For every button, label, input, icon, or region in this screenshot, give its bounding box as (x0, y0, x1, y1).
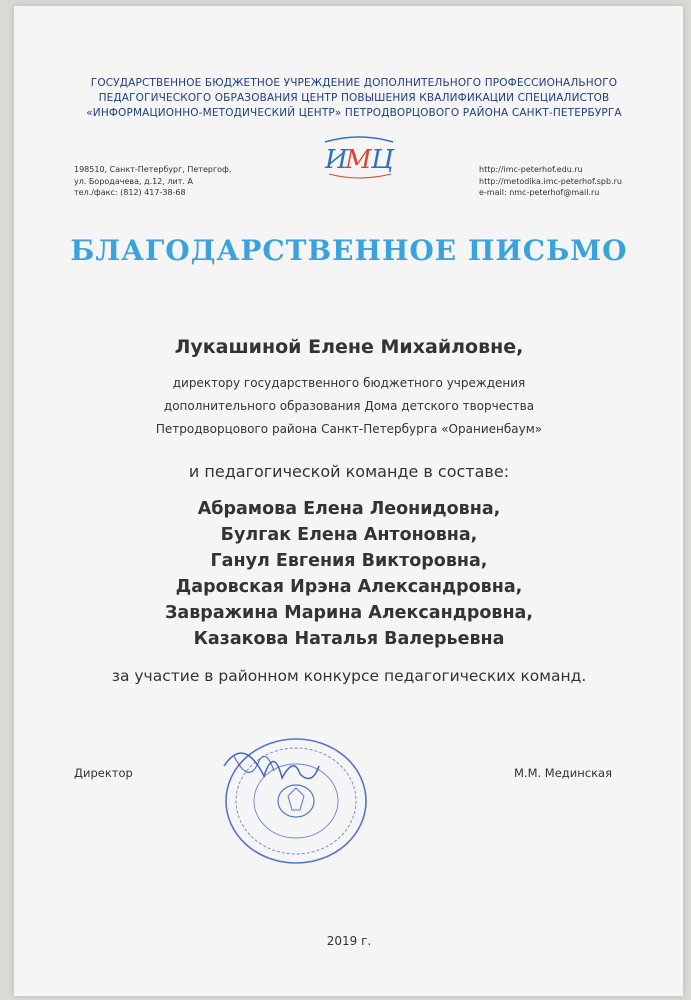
team-members-list (44, 496, 654, 652)
official-seal-icon (204, 726, 384, 866)
website-link-1: http://imc-peterhof.edu.ru (479, 165, 583, 174)
team-member: Завражина Марина Александровна, (164, 603, 533, 623)
logo-letter-i: И (325, 145, 348, 175)
document-year: 2019 г. (326, 934, 372, 948)
recipient-position (44, 372, 654, 441)
phone-line: тел./факс: (812) 417-38-68 (74, 188, 186, 197)
address-line-2: ул. Бородачева, д.12, лит. А (74, 176, 193, 186)
imc-logo (319, 134, 399, 184)
document-title: БЛАГОДАРСТВЕННОЕ ПИСЬМО (70, 234, 628, 267)
signatory-role: Директор (74, 766, 133, 780)
email-line: e-mail: nmc-peterhof@mail.ru (479, 188, 600, 197)
header-line-3: «ИНФОРМАЦИОННО-МЕТОДИЧЕСКИЙ ЦЕНТР» ПЕТРОДВОРЦОВОГО РАЙОНА САНКТ-ПЕТЕРБУРГА (86, 107, 622, 119)
address-line-1: 198510, Санкт-Петербург, Петергоф, (74, 165, 232, 174)
header-line-1: ГОСУДАРСТВЕННОЕ БЮДЖЕТНОЕ УЧРЕЖДЕНИЕ ДОПОЛНИТЕЛЬНОГО ПРОФЕССИОНАЛЬНОГО (90, 77, 618, 89)
organization-header (74, 76, 634, 121)
team-member: Казакова Наталья Валерьевна (193, 629, 505, 649)
team-member: Даровская Ирэна Александровна, (175, 577, 523, 597)
position-line-1: директору государственного бюджетного учреждения (172, 376, 526, 390)
team-intro: и педагогической команде в составе: (188, 462, 510, 481)
certificate-page (14, 6, 683, 996)
team-member: Абрамова Елена Леонидовна, (197, 499, 501, 519)
website-link-2: http://metodika.imc-peterhof.spb.ru (479, 176, 622, 186)
logo-letter-m: М (345, 145, 372, 175)
recipient-name: Лукашиной Елене Михайловне, (174, 336, 524, 358)
web-contacts-block (479, 164, 639, 199)
position-line-3: Петродворцового района Санкт-Петербурга «Ораниенбаум» (155, 422, 543, 436)
address-block (74, 164, 274, 199)
team-member: Ганул Евгения Викторовна, (210, 551, 488, 571)
header-line-2: ПЕДАГОГИЧЕСКОГО ОБРАЗОВАНИЯ ЦЕНТР ПОВЫШЕНИЯ КВАЛИФИКАЦИИ СПЕЦИАЛИСТОВ (98, 92, 610, 104)
logo-letter-c: Ц (371, 145, 394, 175)
team-member: Булгак Елена Антоновна, (220, 525, 478, 545)
position-line-2: дополнительного образования Дома детского творчества (163, 399, 535, 413)
signatory-name: М.М. Мединская (514, 766, 612, 780)
award-reason: за участие в районном конкурсе педагогических команд. (111, 667, 587, 685)
